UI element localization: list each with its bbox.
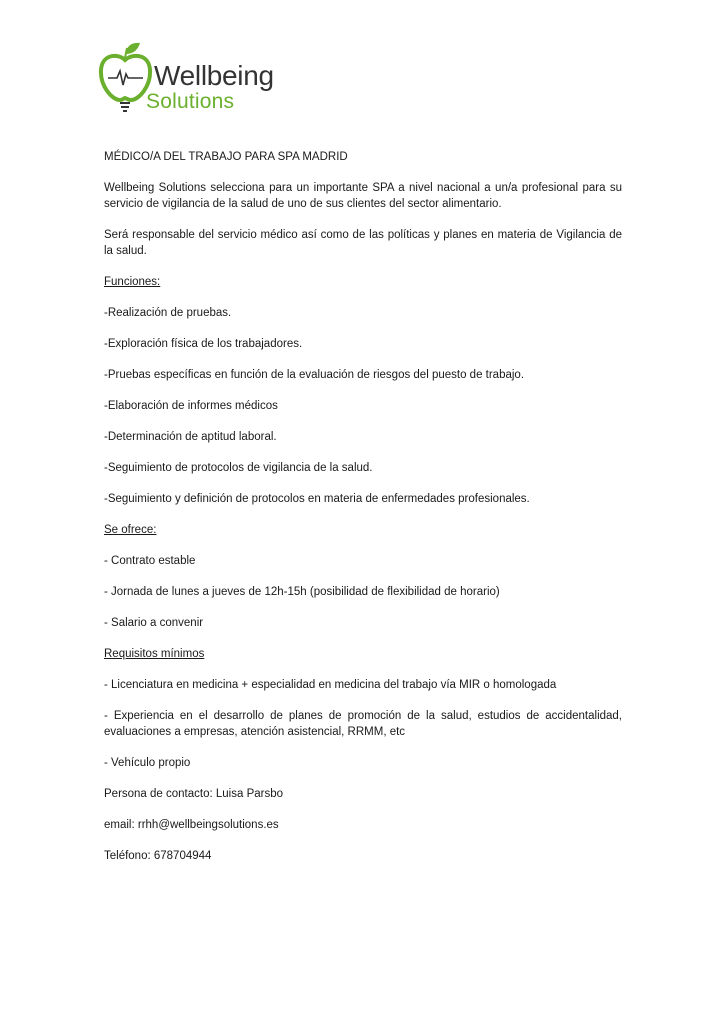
list-item: -Determinación de aptitud laboral. [104, 431, 277, 443]
funciones-heading: Funciones: [104, 276, 161, 288]
contact-email: email: rrhh@wellbeingsolutions.es [104, 819, 279, 831]
list-item: -Exploración física de los trabajadores. [104, 338, 303, 350]
list-item: -Seguimiento y definición de protocolos en materia de enfermedades profesionales. [104, 493, 530, 505]
list-item: - Contrato estable [104, 555, 196, 567]
logo-text-solutions: Solutions [146, 90, 235, 113]
responsibility-paragraph: Será responsable del servicio médico así como de las políticas y planes en materia de Vigilancia de la salud. [104, 229, 622, 257]
list-item: - Jornada de lunes a jueves de 12h-15h (posibilidad de flexibilidad de horario) [104, 586, 500, 598]
requisitos-heading: Requisitos mínimos [104, 648, 205, 660]
job-title: MÉDICO/A DEL TRABAJO PARA SPA MADRID [104, 151, 348, 163]
list-item: -Realización de pruebas. [104, 307, 232, 319]
list-item: - Vehículo propio [104, 757, 191, 769]
job-posting-body [104, 149, 622, 879]
list-item: -Seguimiento de protocolos de vigilancia de la salud. [104, 462, 373, 474]
list-item: - Experiencia en el desarrollo de planes de promoción de la salud, estudios de accidentalidad, evaluaciones a empresas, atención asistencial, RRMM, etc [104, 710, 622, 738]
company-logo [96, 40, 296, 120]
list-item: -Pruebas específicas en función de la evaluación de riesgos del puesto de trabajo. [104, 369, 525, 381]
intro-paragraph: Wellbeing Solutions selecciona para un importante SPA a nivel nacional a un/a profesional para su servicio de vigilancia de la salud de uno de sus clientes del sector alimentario. [104, 182, 622, 210]
contact-person: Persona de contacto: Luisa Parsbo [104, 788, 284, 800]
list-item: -Elaboración de informes médicos [104, 400, 278, 412]
ofrece-heading: Se ofrece: [104, 524, 157, 536]
list-item: - Salario a convenir [104, 617, 204, 629]
contact-phone: Teléfono: 678704944 [104, 850, 212, 862]
list-item: - Licenciatura en medicina + especialidad en medicina del trabajo vía MIR o homologada [104, 679, 557, 691]
logo-text-wellbeing: Wellbeing [154, 60, 274, 91]
